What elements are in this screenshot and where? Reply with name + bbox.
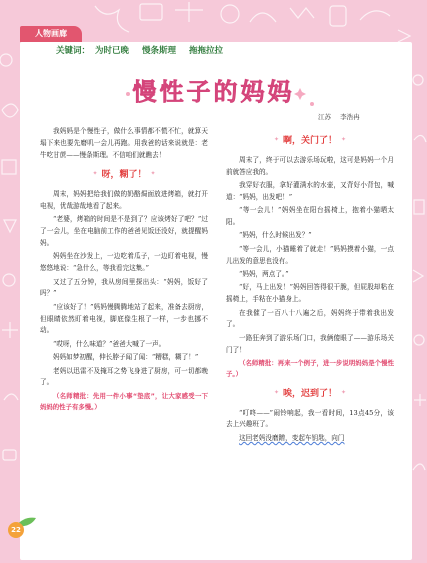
keyword-item: 为时已晚 — [94, 46, 129, 56]
body-paragraph: 周末了，终于可以去游乐场玩啦，这可是妈妈一个月前就答应我的。 — [226, 155, 394, 176]
keyword-item: 慢条斯理 — [141, 46, 176, 56]
keywords-label: 关键词： — [56, 46, 91, 56]
section-title: ✦ 呀，糊了！ ✦ — [40, 168, 208, 182]
right-column — [226, 134, 394, 446]
column-tag: 人物画廊 — [20, 26, 82, 42]
body-paragraph: “等一会儿！”妈妈坐在阳台摇椅上，抱着小猫晒太阳。 — [226, 206, 394, 226]
author-line — [318, 112, 360, 121]
body-paragraph: “应该好了！”妈妈慢腾腾地站了起来，准备去厨房，但眼睛依然盯着电视，脚底像生根了一样，一步也挪不动。 — [40, 302, 208, 335]
body-paragraph: 我穿好衣服，拿好灌满水的水壶，又背好小背包，喊道：“妈妈，出发吧！” — [226, 180, 394, 201]
keywords-line — [56, 44, 233, 56]
body-paragraph: “哎呀，什么味道？”爸爸大喊了一声。 — [53, 339, 166, 348]
body-paragraph: 一路狂奔到了游乐场门口，我俩傻眼了——游乐场关门了！ — [226, 333, 394, 354]
body-paragraph: “老婆，烤箱的时间是不是到了？应该烤好了吧？”过了一会儿，坐在电脑前工作的爸爸见饭还没好，就提醒妈妈。 — [40, 215, 208, 247]
article-title: 慢性子的妈妈 — [132, 78, 295, 106]
author-region: 江苏 — [318, 113, 331, 121]
body-paragraph: “妈妈，什么时候出发？” — [239, 231, 312, 240]
teacher-comment: （名师精批：再来一个例子，进一步说明妈妈是个慢性子。） — [226, 358, 394, 378]
body-paragraph: 又过了五分钟，我从房间里探出头：“妈妈，饭好了吗？” — [40, 277, 208, 298]
body-paragraph: 这回老妈没磨蹭，变起车钥匙，向门 — [239, 433, 345, 442]
section-title: ✦ 啊，关门了！ ✦ — [226, 134, 394, 148]
body-paragraph: “好，马上出发！”妈妈回答得很干脆，但屁股却粘在摇椅上，手粘在小猫身上。 — [226, 283, 394, 304]
body-paragraph: 妈妈坐在沙发上，一边吃着瓜子，一边盯着电视，慢悠悠地说：“急什么，等我看完这集。” — [40, 252, 208, 273]
left-column — [40, 126, 208, 414]
teacher-comment: （名师精批：先用一件小事“垫底”，让大家感受一下妈妈的性子有多慢。） — [40, 391, 208, 411]
keyword-item: 拖拖拉拉 — [188, 46, 223, 56]
body-paragraph: “妈妈，两点了。” — [239, 269, 289, 278]
body-paragraph: “叮咚——”闹铃响起，我一看时间，13点45分，该去上兴趣班了。 — [226, 408, 394, 429]
body-paragraph: 妈妈如梦初醒，伸长脖子闻了闻：“糟糕，糊了！” — [53, 353, 199, 362]
body-paragraph: 老妈以迅雷不及掩耳之势飞身进了厨房，可一切都晚了。 — [40, 366, 208, 387]
author-name: 李浩冉 — [340, 113, 360, 121]
section-title: ✦ 唉，迟到了！ ✦ — [226, 387, 394, 401]
intro-paragraph: 我妈妈是个慢性子，做什么事情都不慌不忙，就算天塌下来也要先磨叽一会儿再跑。用我爸的话来说就是：老牛吃甘蔗——慢条斯理。不信咱们就瞧去！ — [40, 127, 208, 159]
body-paragraph: “等一会儿，小猫睡着了就走！”妈妈摸着小猫，一点儿出发的意思也没有。 — [226, 244, 394, 265]
body-paragraph: 周末，妈妈把给我们做的奶酪焗面放进烤箱，就打开电视，优哉游哉地看了起来。 — [40, 190, 208, 210]
body-paragraph: 在我催了一百八十八遍之后，妈妈终于带着我出发了。 — [226, 308, 394, 329]
title-container — [0, 72, 427, 107]
page-number: 22 — [8, 522, 24, 538]
